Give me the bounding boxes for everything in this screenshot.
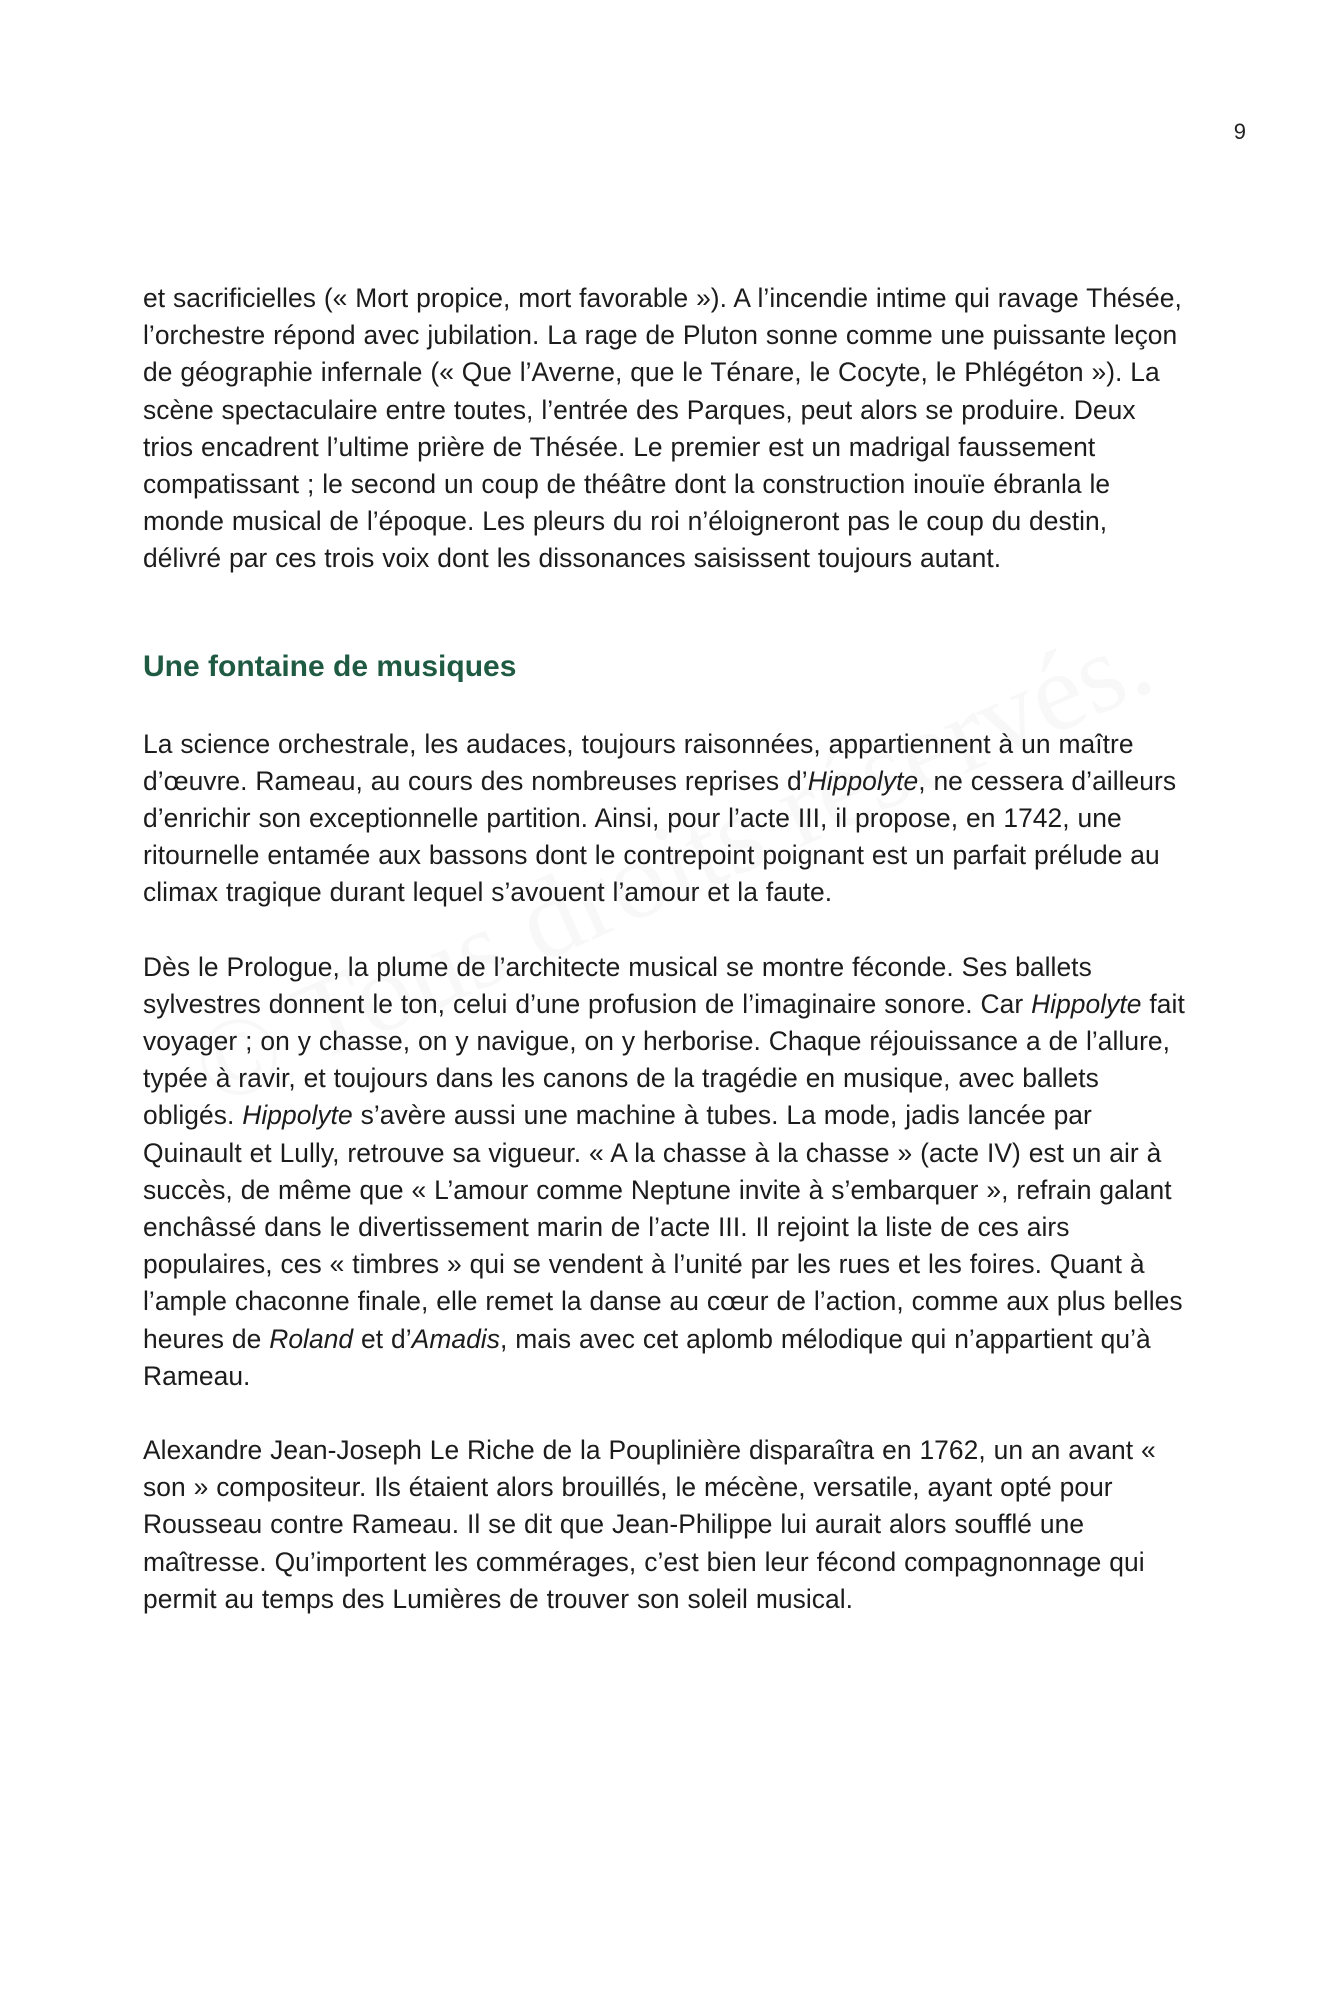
intro-paragraph: et sacrificielles (« Mort propice, mort favorable »). A l’incendie intime qui ravage Thésée, l’orchestre répond avec jubilation. La rage de Pluton sonne comme une puissante leçon de géographie infernale (« Que l’Averne, que le Ténare, le Cocyte, le Phlégéton »). La scène spectaculaire entre toutes, l’entrée des Parques, peut alors se produire. Deux trios encadrent l’ultime prière de Thésée. Le premier est un madrigal faussement compatissant ; le second un coup de théâtre dont la construction inouïe ébranla le monde musical de l’époque. Les pleurs du roi n’éloigneront pas le coup du destin, délivré par ces trois voix dont les dissonances saisissent toujours autant. xyxy=(143,283,1182,574)
page-number: 9 xyxy=(1233,119,1246,144)
italic-title: Hippolyte xyxy=(242,1100,353,1131)
paragraph-orchestral-science: La science orchestrale, les audaces, toujours raisonnées, appartiennent à un maître d’œuvre. Rameau, au cours des nombreuses reprises d’Hippolyte, ne cessera d’ailleurs d’enrichir son exceptionnelle partition. Ainsi, pour l’acte III, il propose, en 1742, une ritournelle entamée aux bassons dont le contrepoint poignant est un parfait prélude au climax tragique durant lequel s’avouent l’amour et la faute. xyxy=(143,728,1177,908)
italic-title: Amadis xyxy=(411,1323,500,1354)
italic-title: Roland xyxy=(269,1323,354,1354)
section-heading: Une fontaine de musiques xyxy=(143,649,517,683)
paragraph-prologue: Dès le Prologue, la plume de l’architecte musical se montre féconde. Ses ballets sylvestres donnent le ton, celui d’une profusion de l’imaginaire sonore. Car Hippolyte fait voyager ; on y chasse, on y navigue, on y herborise. Chaque réjouissance a de l’allure, typée à ravir, et toujours dans les canons de la tragédie en musique, avec ballets obligés. Hippolyte s’avère aussi une machine à tubes. La mode, jadis lancée par Quinault et Lully, retrouve sa vigueur. « A la chasse à la chasse » (acte IV) est un air à succès, de même que « L’amour comme Neptune invite à s’embarquer », refrain galant enchâssé dans le divertissement marin de l’acte III. Il rejoint la liste de ces airs populaires, ces « timbres » qui se vendent à l’unité par les rues et les foires. Quant à l’ample chaconne finale, elle remet la danse au cœur de l’action, comme aux plus belles heures de Roland et d’Amadis, mais avec cet aplomb mélodique qui n’appartient qu’à Rameau. xyxy=(143,951,1185,1391)
italic-title: Hippolyte xyxy=(807,765,919,796)
paragraph-pouplinière: Alexandre Jean-Joseph Le Riche de la Pouplinière disparaîtra en 1762, un an avant « son » compositeur. Ils étaient alors brouillés, le mécène, versatile, ayant opté pour Rousseau contre Rameau. Il se dit que Jean-Philippe lui aurait alors soufflé une maîtresse. Qu’importent les commérages, c’est bien leur fécond compagnonnage qui permit au temps des Lumières de trouver son soleil musical. xyxy=(143,1435,1156,1614)
page-content xyxy=(143,280,1193,1618)
italic-title: Hippolyte xyxy=(1031,988,1142,1019)
